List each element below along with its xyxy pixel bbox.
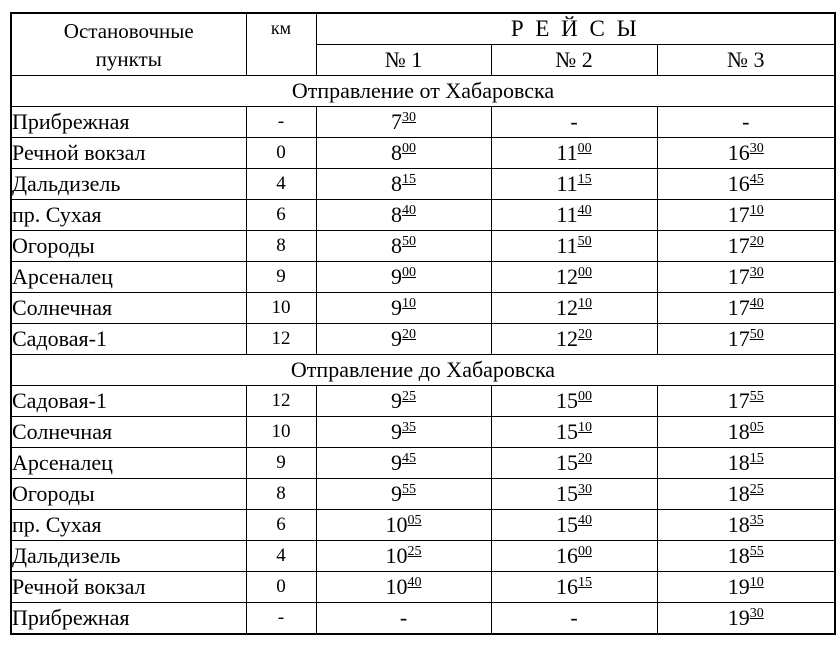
departure-minutes: 55 (402, 482, 416, 497)
trip-2-time (491, 200, 657, 231)
departure-minutes: 50 (402, 234, 416, 249)
km-value: 4 (246, 541, 316, 572)
trip-3-time (657, 479, 835, 510)
departure-minutes: 30 (749, 606, 764, 621)
stop-name: пр. Сухая (11, 200, 246, 231)
section-title: Отправление от Хабаровска (11, 76, 835, 107)
departure-minutes: 40 (577, 203, 592, 218)
departure-hour: 18 (727, 419, 750, 444)
departure-hour: 9 (391, 450, 402, 475)
stop-name: Арсеналец (11, 262, 246, 293)
table-row (11, 107, 835, 138)
departure-hour: 11 (556, 233, 578, 258)
trip-3-header: № 3 (657, 45, 835, 76)
section-header-row (11, 355, 835, 386)
trip-3-time (657, 169, 835, 200)
table-row (11, 479, 835, 510)
departure-minutes: 10 (749, 203, 764, 218)
trip-1-time (316, 603, 491, 635)
stop-name: Садовая-1 (11, 324, 246, 355)
departure-minutes: 15 (577, 172, 592, 187)
km-value: 0 (246, 138, 316, 169)
trip-2-time (491, 169, 657, 200)
section-header-row (11, 76, 835, 107)
departure-hour: 8 (391, 140, 402, 165)
departure-minutes: 25 (402, 389, 416, 404)
departure-minutes: 20 (402, 327, 416, 342)
trip-1-header: № 1 (316, 45, 491, 76)
trip-3-time (657, 231, 835, 262)
departure-minutes: 35 (749, 513, 764, 528)
departure-hour: 12 (556, 326, 578, 351)
departure-hour: 9 (391, 326, 402, 351)
departure-hour: 9 (391, 388, 402, 413)
departure-hour: 10 (385, 574, 408, 599)
km-value: 10 (246, 293, 316, 324)
trip-2-time (491, 603, 657, 635)
departure-minutes: 00 (577, 141, 592, 156)
departure-minutes: 10 (578, 296, 592, 311)
stop-name: Арсеналец (11, 448, 246, 479)
departure-minutes: 55 (749, 544, 764, 559)
trip-1-time (316, 200, 491, 231)
departure-hour: 19 (727, 605, 750, 630)
departure-minutes: 20 (578, 451, 592, 466)
trip-3-time (657, 138, 835, 169)
departure-minutes: 00 (402, 141, 416, 156)
departure-minutes: 30 (402, 110, 416, 125)
departure-hour: 8 (391, 233, 402, 258)
departure-minutes: 25 (749, 482, 764, 497)
departure-minutes: 15 (749, 451, 764, 466)
departure-minutes: 10 (749, 575, 764, 590)
trip-2-header: № 2 (491, 45, 657, 76)
departure-hour: 15 (556, 388, 578, 413)
trip-2-time (491, 324, 657, 355)
trip-2-time (491, 138, 657, 169)
departure-minutes: 10 (578, 420, 592, 435)
km-value: 9 (246, 262, 316, 293)
departure-hour: 9 (391, 295, 402, 320)
trip-2-time (491, 293, 657, 324)
departure-hour: 15 (556, 481, 578, 506)
stop-name: пр. Сухая (11, 510, 246, 541)
departure-hour: 17 (727, 233, 750, 258)
stop-name: Огороды (11, 479, 246, 510)
stops-header-line1: Остановочные (63, 18, 194, 43)
departure-hour: 9 (391, 419, 402, 444)
trip-1-time (316, 169, 491, 200)
trip-2-time (491, 510, 657, 541)
departure-minutes: 30 (749, 141, 764, 156)
departure-hour: 18 (727, 543, 750, 568)
km-value: 8 (246, 479, 316, 510)
departure-minutes: 15 (578, 575, 592, 590)
trip-3-time (657, 200, 835, 231)
departure-minutes: 05 (407, 513, 422, 528)
departure-minutes: 40 (578, 513, 592, 528)
table-row (11, 541, 835, 572)
table-row (11, 510, 835, 541)
no-departure-dash: - (742, 109, 750, 134)
km-value: 9 (246, 448, 316, 479)
trip-2-time (491, 107, 657, 138)
trip-3-time (657, 386, 835, 417)
km-value: 6 (246, 200, 316, 231)
schedule-table (10, 12, 836, 635)
trip-1-time (316, 448, 491, 479)
trip-3-time (657, 324, 835, 355)
schedule-container (10, 12, 836, 635)
departure-minutes: 00 (578, 389, 592, 404)
departure-hour: 16 (556, 543, 578, 568)
table-row (11, 262, 835, 293)
departure-hour: 10 (385, 512, 408, 537)
departure-minutes: 10 (402, 296, 416, 311)
stop-name: Огороды (11, 231, 246, 262)
table-row (11, 417, 835, 448)
trip-1-time (316, 107, 491, 138)
stop-name: Прибрежная (11, 107, 246, 138)
departure-hour: 8 (391, 202, 402, 227)
departure-hour: 15 (556, 450, 578, 475)
departure-minutes: 35 (402, 420, 416, 435)
km-value: 0 (246, 572, 316, 603)
departure-minutes: 30 (578, 482, 592, 497)
stop-name: Дальдизель (11, 541, 246, 572)
km-value: 12 (246, 324, 316, 355)
trip-2-time (491, 386, 657, 417)
km-value: 8 (246, 231, 316, 262)
table-row (11, 200, 835, 231)
km-value: 12 (246, 386, 316, 417)
trip-2-time (491, 479, 657, 510)
departure-hour: 9 (391, 264, 402, 289)
departure-hour: 17 (727, 264, 750, 289)
no-departure-dash: - (570, 109, 578, 134)
trip-2-time (491, 448, 657, 479)
trip-2-time (491, 231, 657, 262)
departure-hour: 11 (556, 171, 578, 196)
trip-2-time (491, 417, 657, 448)
departure-hour: 16 (727, 140, 750, 165)
trip-1-time (316, 231, 491, 262)
departure-hour: 12 (556, 264, 578, 289)
trip-3-time (657, 572, 835, 603)
trip-3-time (657, 510, 835, 541)
departure-hour: 15 (556, 512, 578, 537)
departure-hour: 16 (727, 171, 750, 196)
km-value: - (246, 107, 316, 138)
departure-minutes: 50 (577, 234, 592, 249)
table-row (11, 572, 835, 603)
trip-3-time (657, 293, 835, 324)
departure-minutes: 30 (749, 265, 764, 280)
trip-3-time (657, 448, 835, 479)
table-row (11, 169, 835, 200)
departure-minutes: 40 (749, 296, 764, 311)
departure-minutes: 40 (402, 203, 416, 218)
trip-3-time (657, 262, 835, 293)
table-row (11, 231, 835, 262)
trip-1-time (316, 262, 491, 293)
km-value: 4 (246, 169, 316, 200)
stops-column-header (11, 13, 246, 76)
section-title: Отправление до Хабаровска (11, 355, 835, 386)
trip-3-time (657, 417, 835, 448)
stop-name: Садовая-1 (11, 386, 246, 417)
trip-1-time (316, 138, 491, 169)
table-row (11, 386, 835, 417)
km-value: 6 (246, 510, 316, 541)
table-row (11, 324, 835, 355)
departure-hour: 9 (391, 481, 402, 506)
departure-minutes: 00 (402, 265, 416, 280)
km-column-header: км (246, 13, 316, 76)
departure-minutes: 00 (578, 544, 592, 559)
trip-1-time (316, 324, 491, 355)
departure-hour: 17 (727, 202, 750, 227)
km-value: - (246, 603, 316, 635)
departure-hour: 10 (385, 543, 408, 568)
departure-hour: 7 (391, 109, 402, 134)
trip-1-time (316, 541, 491, 572)
departure-hour: 19 (727, 574, 750, 599)
departure-hour: 17 (727, 295, 750, 320)
trip-1-time (316, 417, 491, 448)
no-departure-dash: - (399, 605, 408, 630)
table-row (11, 293, 835, 324)
trip-1-time (316, 386, 491, 417)
departure-hour: 8 (391, 171, 402, 196)
trip-3-time (657, 541, 835, 572)
departure-minutes: 25 (407, 544, 422, 559)
trips-header: Р Е Й С Ы (316, 13, 835, 45)
trip-2-time (491, 541, 657, 572)
trip-1-time (316, 572, 491, 603)
departure-minutes: 40 (407, 575, 422, 590)
departure-minutes: 20 (578, 327, 592, 342)
departure-minutes: 50 (749, 327, 764, 342)
departure-minutes: 20 (749, 234, 764, 249)
departure-hour: 17 (727, 388, 750, 413)
trip-1-time (316, 510, 491, 541)
departure-minutes: 05 (749, 420, 764, 435)
km-value: 10 (246, 417, 316, 448)
departure-minutes: 45 (402, 451, 416, 466)
stop-name: Солнечная (11, 293, 246, 324)
trip-1-time (316, 293, 491, 324)
departure-hour: 11 (556, 202, 578, 227)
no-departure-dash: - (570, 605, 578, 630)
trip-2-time (491, 262, 657, 293)
trip-3-time (657, 603, 835, 635)
stop-name: Речной вокзал (11, 572, 246, 603)
departure-hour: 17 (727, 326, 750, 351)
stop-name: Прибрежная (11, 603, 246, 635)
stop-name: Солнечная (11, 417, 246, 448)
table-row (11, 603, 835, 635)
departure-minutes: 00 (578, 265, 592, 280)
trip-1-time (316, 479, 491, 510)
departure-hour: 18 (727, 450, 750, 475)
stops-header-line2: пункты (95, 46, 162, 71)
departure-minutes: 45 (749, 172, 764, 187)
schedule-body (11, 76, 835, 635)
departure-hour: 11 (556, 140, 578, 165)
departure-hour: 16 (556, 574, 578, 599)
trip-3-time (657, 107, 835, 138)
trip-2-time (491, 572, 657, 603)
departure-minutes: 15 (402, 172, 416, 187)
stop-name: Дальдизель (11, 169, 246, 200)
stop-name: Речной вокзал (11, 138, 246, 169)
departure-hour: 15 (556, 419, 578, 444)
departure-hour: 18 (727, 481, 750, 506)
table-row (11, 138, 835, 169)
departure-hour: 18 (727, 512, 750, 537)
departure-hour: 12 (556, 295, 578, 320)
departure-minutes: 55 (749, 389, 764, 404)
table-row (11, 448, 835, 479)
